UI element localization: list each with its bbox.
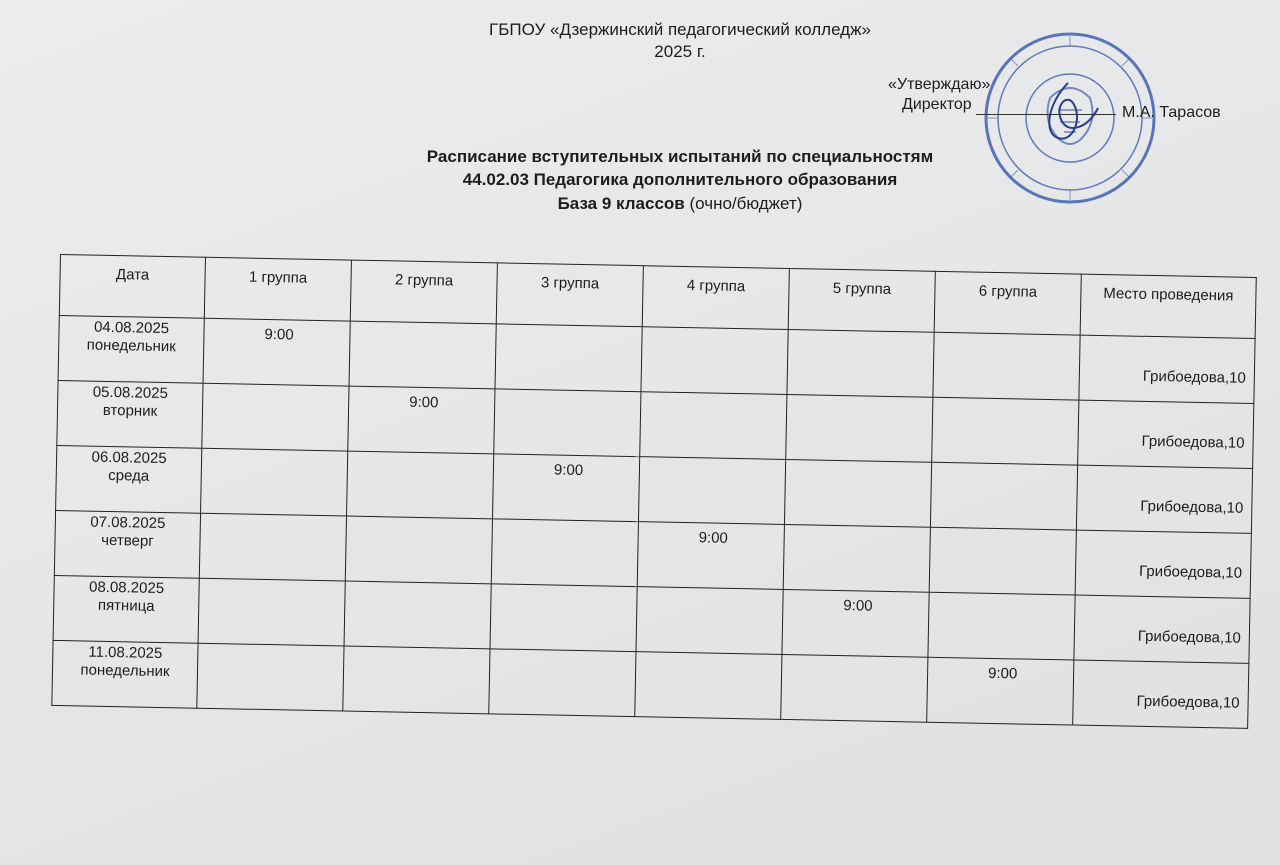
group-time-cell xyxy=(199,513,346,581)
approve-label: «Утверждаю» xyxy=(888,76,991,93)
weekday-value: понедельник xyxy=(86,336,176,356)
group-time-cell xyxy=(928,592,1075,660)
column-header: 1 группа xyxy=(204,257,351,321)
group-time-cell xyxy=(495,324,642,392)
group-time-cell: 9:00 xyxy=(782,589,929,657)
base-title-bold: База 9 классов xyxy=(557,194,685,213)
organization-name: ГБПОУ «Дзержинский педагогический колледж» xyxy=(489,20,871,39)
schedule-table-wrapper xyxy=(51,254,1255,729)
group-time-cell xyxy=(347,451,494,519)
director-signature-icon xyxy=(1028,78,1108,148)
schedule-table xyxy=(51,254,1256,729)
director-name: М.А. Тарасов xyxy=(1122,104,1221,121)
column-header: Место проведения xyxy=(1080,274,1256,338)
group-time-cell xyxy=(640,392,787,460)
group-time-cell: 9:00 xyxy=(637,522,784,590)
weekday-value: среда xyxy=(108,466,150,485)
group-time-cell xyxy=(202,383,349,451)
date-value: 11.08.2025 xyxy=(88,643,163,663)
column-header: 2 группа xyxy=(350,260,497,324)
date-cell xyxy=(56,445,202,513)
column-header: 3 группа xyxy=(496,263,643,327)
group-time-cell: 9:00 xyxy=(203,318,350,386)
date-cell xyxy=(52,640,198,708)
group-time-cell xyxy=(930,462,1077,530)
column-header: 5 группа xyxy=(788,269,935,333)
document-year: 2025 г. xyxy=(654,42,706,61)
column-header: Дата xyxy=(59,255,205,319)
date-value: 08.08.2025 xyxy=(88,578,165,598)
place-cell: Грибоедова,10 xyxy=(1079,335,1255,403)
group-time-cell xyxy=(344,581,491,649)
group-time-cell xyxy=(929,527,1076,595)
date-value: 04.08.2025 xyxy=(93,318,170,338)
date-cell xyxy=(57,380,203,448)
group-time-cell xyxy=(489,649,636,717)
group-time-cell xyxy=(784,459,931,527)
date-cell xyxy=(58,315,204,383)
column-header: 4 группа xyxy=(642,266,789,330)
group-time-cell xyxy=(787,329,934,397)
signature-line xyxy=(976,114,1116,115)
date-cell xyxy=(53,575,199,643)
schedule-title: Расписание вступительных испытаний по специальностям xyxy=(426,147,934,166)
place-cell: Грибоедова,10 xyxy=(1076,465,1252,533)
weekday-value: понедельник xyxy=(80,661,170,681)
director-label: Директор xyxy=(902,96,972,113)
group-time-cell xyxy=(490,584,637,652)
group-time-cell: 9:00 xyxy=(927,657,1074,725)
weekday-value: пятница xyxy=(97,596,155,615)
table-body xyxy=(52,315,1255,728)
place-cell: Грибоедова,10 xyxy=(1074,595,1250,663)
group-time-cell: 9:00 xyxy=(492,454,639,522)
date-cell xyxy=(54,510,200,578)
group-time-cell xyxy=(635,652,782,720)
date-value: 05.08.2025 xyxy=(92,383,169,403)
group-time-cell xyxy=(641,327,788,395)
group-time-cell xyxy=(932,397,1079,465)
group-time-cell xyxy=(786,394,933,462)
base-title-rest: (очно/бюджет) xyxy=(684,194,803,213)
group-time-cell xyxy=(783,524,930,592)
group-time-cell xyxy=(781,654,928,722)
weekday-value: вторник xyxy=(102,401,158,420)
specialty-title: 44.02.03 Педагогика дополнительного образования xyxy=(462,170,898,189)
column-header: 6 группа xyxy=(934,271,1081,335)
group-time-cell xyxy=(345,516,492,584)
group-time-cell xyxy=(201,448,348,516)
place-cell: Грибоедова,10 xyxy=(1078,400,1254,468)
date-value: 06.08.2025 xyxy=(91,448,167,468)
group-time-cell xyxy=(636,587,783,655)
date-value: 07.08.2025 xyxy=(90,513,166,533)
weekday-value: четверг xyxy=(101,531,154,550)
group-time-cell xyxy=(933,332,1080,400)
base-title xyxy=(300,194,1060,214)
group-time-cell: 9:00 xyxy=(348,386,495,454)
group-time-cell xyxy=(198,578,345,646)
group-time-cell xyxy=(491,519,638,587)
group-time-cell xyxy=(197,643,344,711)
group-time-cell xyxy=(349,321,496,389)
group-time-cell xyxy=(494,389,641,457)
group-time-cell xyxy=(638,457,785,525)
group-time-cell xyxy=(343,646,490,714)
place-cell: Грибоедова,10 xyxy=(1075,530,1251,598)
place-cell: Грибоедова,10 xyxy=(1073,660,1249,728)
